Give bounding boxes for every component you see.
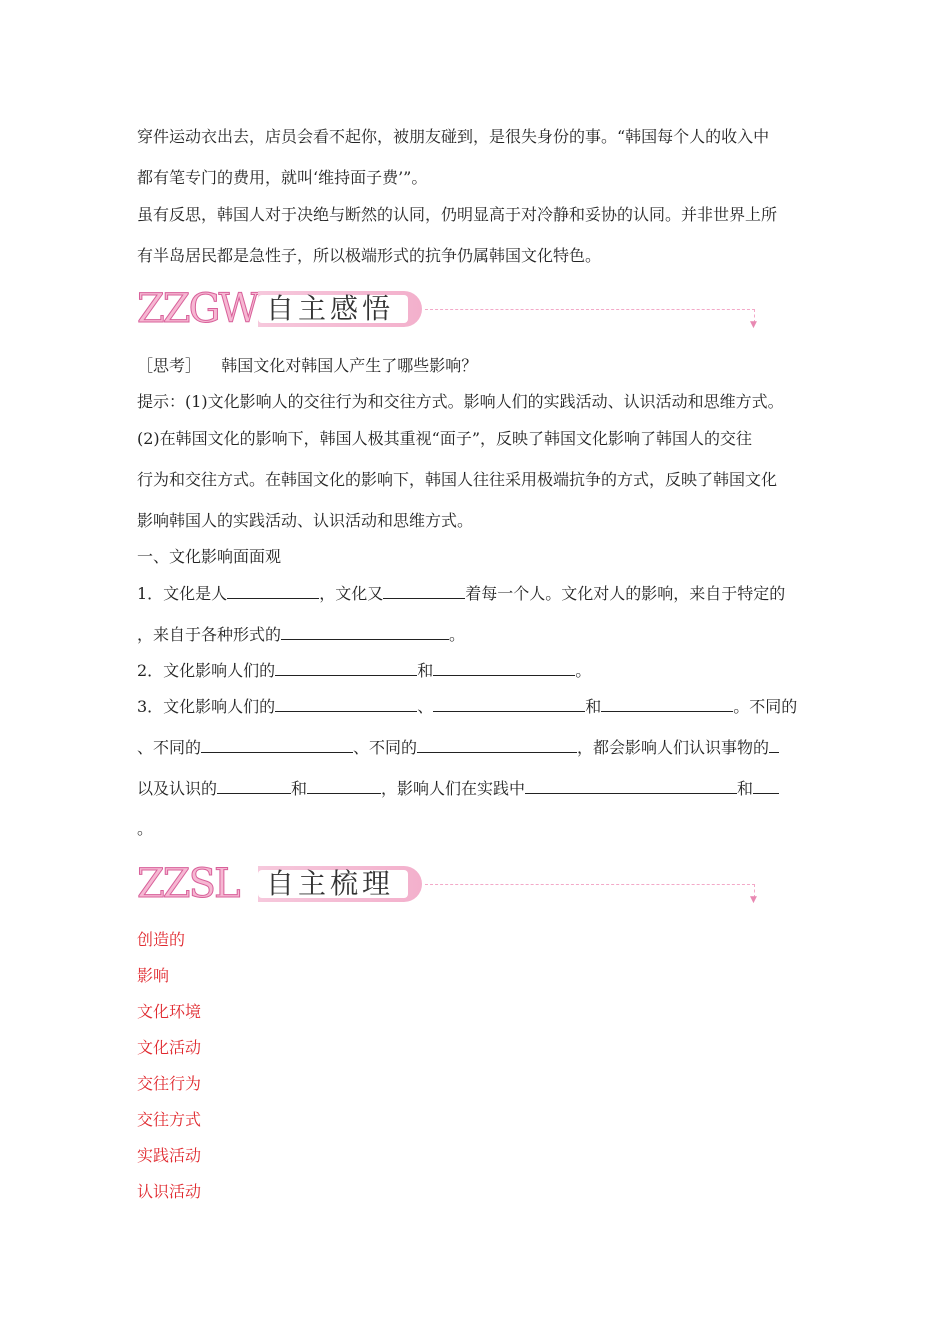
fill-blank[interactable]: [433, 659, 575, 676]
q3-text-b: 、: [417, 697, 434, 716]
fill-blank[interactable]: [383, 582, 465, 599]
section-heading: 一、文化影响面面观: [137, 547, 282, 566]
q3-text-e: 、不同的: [137, 738, 202, 757]
think-question: 韩国文化对韩国人产生了哪些影响？: [221, 356, 478, 375]
intro-paragraph-2-line-1: 虽有反思，韩国人对于决绝与断然的认同，仍明显高于对冷静和妥协的认同。并非世界上所: [137, 205, 778, 224]
intro-paragraph-2-line-2: 有半岛居民都是急性子，所以极端形式的抗争仍属韩国文化特色。: [137, 246, 602, 265]
q3-text-f: 、不同的: [353, 738, 418, 757]
hint-line-1: 提示：(1)文化影响人的交往行为和交往方式。影响人们的实践活动、认识活动和思维方式。: [137, 392, 784, 411]
answer-item: 文化活动: [137, 1038, 202, 1057]
fill-blank[interactable]: [525, 777, 737, 794]
fill-blank[interactable]: [307, 777, 381, 794]
question-3-line-4: 。: [137, 819, 154, 838]
question-1-line-2: [137, 623, 465, 646]
answer-item: 文化环境: [137, 1002, 202, 1021]
fill-blank[interactable]: [601, 695, 733, 712]
think-label: ［思考］: [137, 356, 202, 375]
banner-zzsl-title: 自主梳理: [266, 867, 395, 900]
arrow-down-icon: ▼: [750, 895, 757, 905]
intro-paragraph-1-line-1: 穿件运动衣出去，店员会看不起你，被朋友碰到，是很失身份的事。“韩国每个人的收入中: [137, 127, 770, 146]
fill-blank[interactable]: [433, 695, 585, 712]
banner-zzsl: [137, 862, 777, 906]
q3-text-d: 。不同的: [733, 697, 798, 716]
answer-item: 交往方式: [137, 1110, 202, 1129]
q1-text-e: 。: [449, 625, 466, 644]
banner-zzsl-logo: ZZSL: [137, 861, 239, 907]
hint-line-4: 影响韩国人的实践活动、认识活动和思维方式。: [137, 511, 474, 530]
q1-text-c: 着每一个人。文化对人的影响，来自于特定的: [465, 584, 786, 603]
answer-item: 认识活动: [137, 1182, 202, 1201]
answer-item: 创造的: [137, 930, 186, 949]
banner-zzgw-logo: ZZGW: [137, 286, 258, 332]
fill-blank[interactable]: [417, 736, 577, 753]
question-2: [137, 659, 591, 682]
q3-text-i: 和: [291, 779, 308, 798]
q3-text-a: 3．文化影响人们的: [137, 697, 276, 716]
fill-blank[interactable]: [281, 623, 449, 640]
q1-text-b: ，文化又: [319, 584, 384, 603]
q3-text-c: 和: [585, 697, 602, 716]
q3-text-g: ，都会影响人们认识事物的: [577, 738, 770, 757]
question-1-line-1: [137, 582, 785, 605]
banner-zzgw: [137, 287, 777, 331]
arrow-down-icon: ▼: [750, 320, 757, 330]
q3-text-k: 和: [737, 779, 754, 798]
q2-text-c: 。: [575, 661, 592, 680]
hint-line-2: (2)在韩国文化的影响下，韩国人极其重视“面子”，反映了韩国文化影响了韩国人的交往: [137, 429, 753, 448]
fill-blank[interactable]: [275, 659, 417, 676]
q2-text-b: 和: [417, 661, 434, 680]
answer-item: 影响: [137, 966, 170, 985]
fill-blank[interactable]: [217, 777, 291, 794]
question-3-line-1: [137, 695, 797, 718]
banner-zzgw-title: 自主感悟: [266, 292, 395, 325]
q3-text-h: 以及认识的: [137, 779, 218, 798]
fill-blank[interactable]: [275, 695, 417, 712]
fill-blank[interactable]: [769, 736, 779, 753]
fill-blank[interactable]: [201, 736, 353, 753]
q3-text-j: ，影响人们在实践中: [381, 779, 526, 798]
question-3-line-3: [137, 777, 779, 800]
banner-zzgw-pill: [258, 291, 422, 327]
think-line: [137, 355, 477, 377]
q2-text-a: 2．文化影响人们的: [137, 661, 276, 680]
hint-line-3: 行为和交往方式。在韩国文化的影响下，韩国人往往采用极端抗争的方式，反映了韩国文化: [137, 470, 778, 489]
fill-blank[interactable]: [753, 777, 779, 794]
answer-item: 实践活动: [137, 1146, 202, 1165]
fill-blank[interactable]: [227, 582, 319, 599]
banner-zzsl-pill: [258, 866, 422, 902]
q1-text-d: ，来自于各种形式的: [137, 625, 282, 644]
q1-text-a: 1．文化是人: [137, 584, 228, 603]
answer-item: 交往行为: [137, 1074, 202, 1093]
question-3-line-2: [137, 736, 779, 759]
intro-paragraph-1-line-2: 都有笔专门的费用，就叫‘维持面子费’”。: [137, 168, 428, 187]
